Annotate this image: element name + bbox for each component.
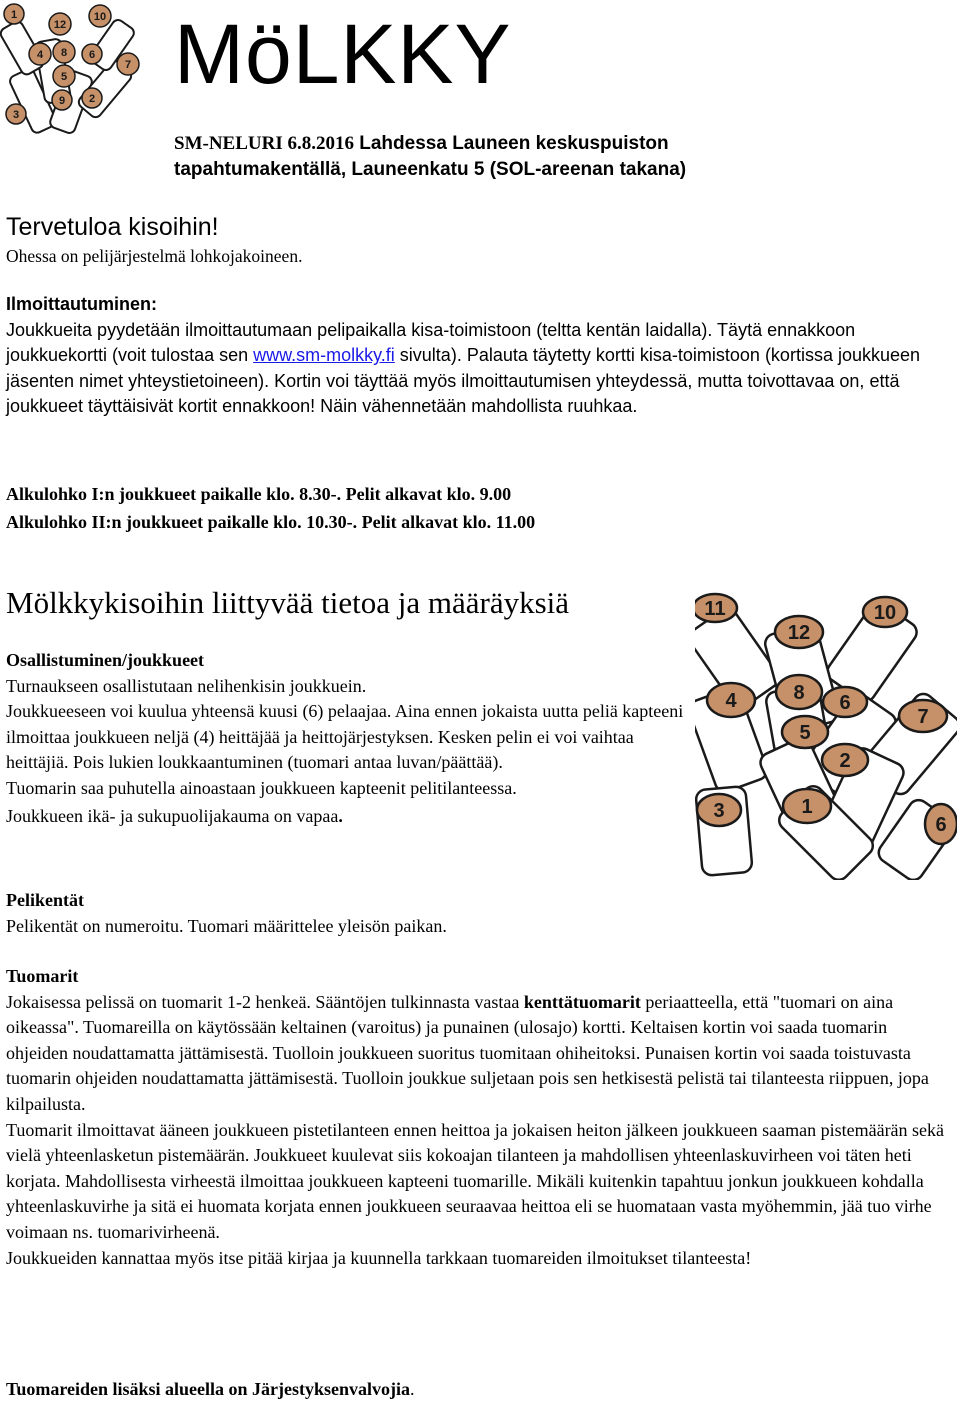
pin-label: 12: [787, 622, 811, 644]
event-date: SM-NELURI 6.8.2016: [174, 133, 354, 154]
signup-text: Joukkueita pyydetään ilmoittautumaan pelipaikalla kisa-toimistoon (teltta kentän laidalla). Täytä ennakkoon joukkuekortti (voit tulostaa sen www.sm-molkky.fi sivulta). Palauta täytetty kortti kisa-toimistoon (kortissa joukkueen jäsenten nimet yhteystietoineen). Kortin voi täyttää myös ilmoittautumisen yhteydessä, mutta toivottavaa on, että joukkueet täyttäisivät kortit ennakkoon! Näin vähennetään mahdollista ruuhkaa.: [6, 319, 921, 417]
logo-pin-label: 4: [36, 49, 44, 61]
logo-pin-label: 6: [88, 49, 96, 61]
footer-bold: Tuomareiden lisäksi alueella on Järjestyksenvalvojia: [6, 1379, 411, 1399]
fields-heading: Pelikentät: [6, 890, 84, 910]
logo-pin-label: 9: [58, 95, 66, 107]
referees-text: Tuomarit ilmoittavat ääneen joukkueen pistetilanteen ennen heittoa ja jokaisen heiton jälkeen joukkueen saaman pistemäärän sekä vielä yhteenlasketun pistemäärän. Joukkueet kuulevat siis kokoajan tilanteen ja mahdollisen yhteenlaskuvirheen voi täten heti korjata. Mahdollisesta virheestä ilmoittaa joukkueen kapteeni tuomarille. Mikäli kuitenkin tapahtuu jonkun joukkueen kohdalla yhteenlaskuvirhe ja sitä ei huomata korjata ennen joukkueen seuraavaa heittoa eli se huomataan vasta myöhemmin, jää tuo virhe voimaan ns. tuomarivirheenä.: [6, 1119, 945, 1242]
participants-text: Turnaukseen osallistutaan nelihenkisin joukkuein.: [6, 675, 367, 696]
participants-section: [6, 648, 686, 829]
footer-note: Tuomareiden lisäksi alueella on Järjestyksenvalvojia.: [6, 1379, 415, 1399]
logo-pin-label: 10: [93, 11, 107, 23]
referees-text: Jokaisessa pelissä on tuomarit 1-2 henkeä. Sääntöjen tulkinnasta vastaa kenttätuomarit periaatteella, että "tuomari on aina oikeassa". Tuomareilla on käytössään keltainen (varoitus) ja punainen (ulosajo) kortti. Keltaisen kortin voi saada tuomarin ohjeiden noudattamatta jättämisestä. Tuolloin joukkueen suoritus tuomitaan ohiheitoksi. Punaisen kortin voi saada toistuvasta tuomarin ohjeiden noudattamatta jättämisestä. Tuolloin joukkue suljetaan pois sen hetkisestä pelistä tai tilanteesta riippuen, jopa kilpailusta.: [6, 991, 929, 1114]
pin-label: 8: [793, 682, 805, 704]
pin-label: 10: [873, 602, 897, 624]
logo-pin-label: 2: [88, 93, 96, 105]
pin-label: 4: [725, 690, 737, 712]
molkky-logo: [0, 0, 160, 150]
pin-label: 7: [917, 706, 929, 728]
pin-label: 3: [713, 800, 725, 822]
participants-text: Tuomarin saa puhutella ainoastaan joukkueen kapteenit pelitilanteessa.: [6, 777, 517, 798]
schedule-line: Alkulohko I:n joukkueet paikalle klo. 8.30-. Pelit alkavat klo. 9.00: [6, 484, 512, 504]
event-location: Lahdessa Launeen keskuspuiston: [353, 133, 669, 154]
pin-label: 6: [839, 692, 851, 714]
logo-pin-label: 1: [10, 9, 18, 21]
welcome-subtitle: Ohessa on pelijärjestelmä lohkojakoineen.: [6, 246, 303, 266]
molkky-pins-illustration: [695, 592, 957, 880]
participants-heading: Osallistuminen/joukkueet: [6, 650, 205, 670]
signup-heading: Ilmoittautuminen:: [6, 294, 157, 314]
logo-pin-label: 7: [124, 59, 132, 71]
website-link[interactable]: www.sm-molkky.fi: [253, 345, 395, 366]
participants-text: Joukkueeseen voi kuulua yhteensä kuusi (6) pelaajaa. Aina ennen jokaista uutta peliä kapteeni ilmoittaa joukkueen neljä (4) heittäjää ja heittojärjestyksen. Kesken pelin ei voi vaihtaa heittäjiä. Pois lukien loukkaantuminen (tuomari antaa luvan/päättää).: [6, 701, 684, 773]
logo-pin-label: 3: [12, 109, 20, 121]
event-info-line1: [174, 133, 669, 155]
pin-label: 6: [935, 814, 947, 836]
schedule-line: Alkulohko II:n joukkueet paikalle klo. 10.30-. Pelit alkavat klo. 11.00: [6, 512, 536, 532]
event-info-line2: tapahtumakentällä, Launeenkatu 5 (SOL-areenan takana): [174, 159, 687, 180]
referees-section: [6, 964, 946, 1271]
referees-heading: Tuomarit: [6, 966, 79, 986]
logo-pin-label: 8: [60, 47, 68, 59]
logo-pin-label: 12: [53, 19, 67, 31]
pin-label: 5: [799, 722, 811, 744]
signup-section: [6, 292, 926, 420]
participants-text: Joukkueen ikä- ja sukupuolijakauma on vapaa.: [6, 805, 343, 826]
schedule: [6, 480, 906, 536]
welcome-title: Tervetuloa kisoihin!: [6, 213, 219, 241]
pin-label: 2: [839, 750, 851, 772]
page-title: MöLKKY: [174, 7, 512, 101]
fields-text: Pelikentät on numeroitu. Tuomari määrittelee yleisön paikan.: [6, 915, 447, 936]
fields-section: [6, 888, 926, 939]
logo-pin-label: 5: [60, 71, 68, 83]
pin-label: 1: [801, 796, 813, 818]
referees-text: Joukkueiden kannattaa myös itse pitää kirjaa ja kuunnella tarkkaan tuomareiden ilmoitukset tilanteesta!: [6, 1247, 752, 1268]
rules-heading: Mölkkykisoihin liittyvää tietoa ja määräyksiä: [6, 585, 570, 620]
pin-label: 11: [704, 598, 726, 620]
